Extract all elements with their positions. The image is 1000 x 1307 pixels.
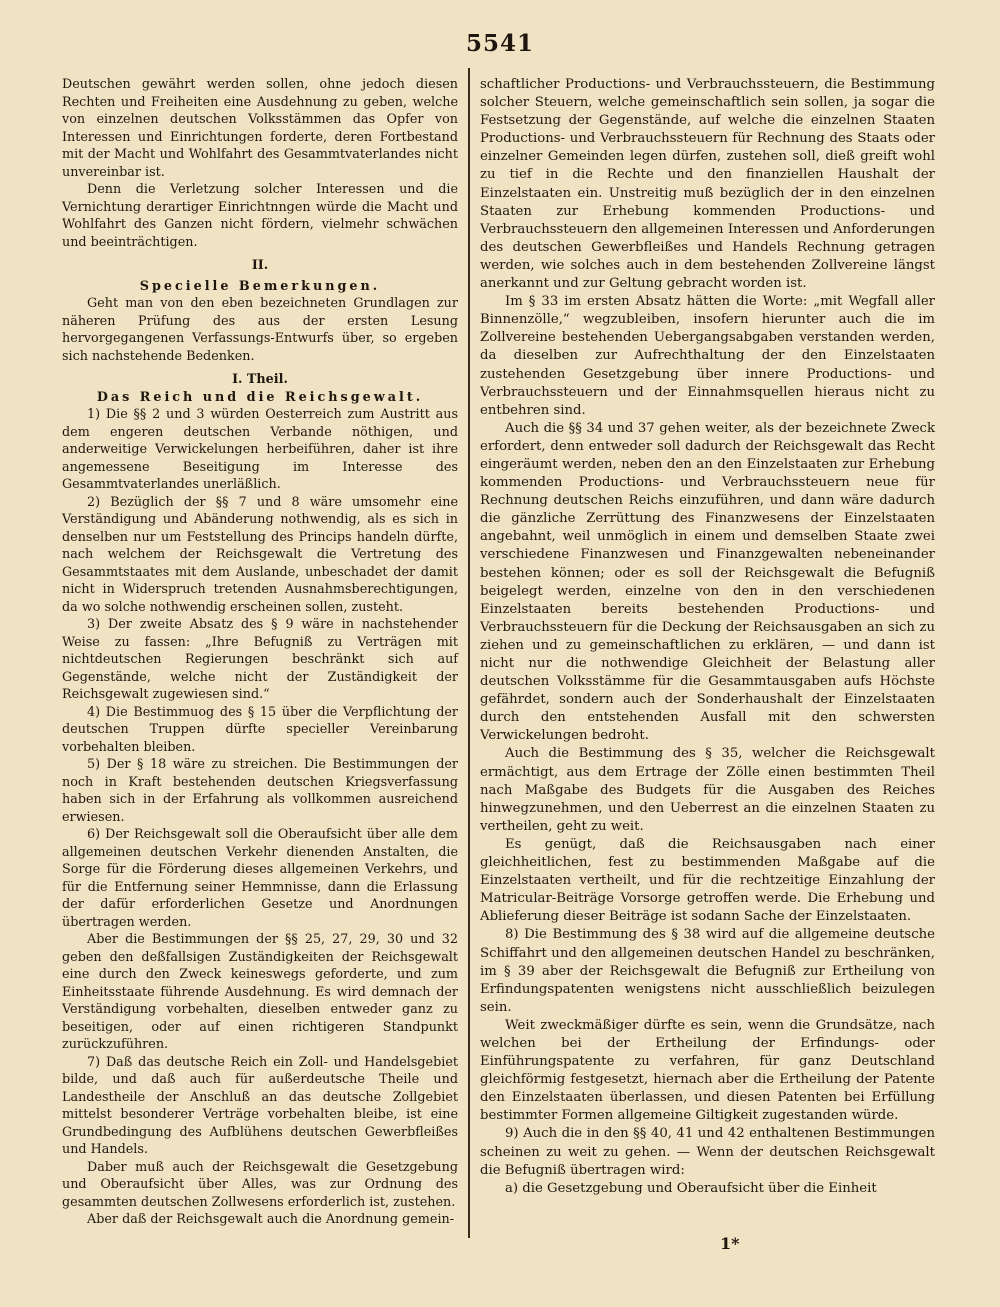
left-column xyxy=(62,76,458,1229)
right-column xyxy=(480,76,935,1198)
section-heading: Specielle Bemerkungen. xyxy=(139,278,381,294)
paragraph: Aber daß der Reichsgewalt auch die Anordnung gemein- xyxy=(87,1212,455,1227)
column-divider xyxy=(468,68,470,1238)
paragraph: 9) Auch die in den §§ 40, 41 und 42 enthaltenen Bestimmungen scheinen zu weit zu gehen. — Wenn der deutschen Reichsgewalt die Befugniß übertragen wird: xyxy=(480,1126,935,1178)
paragraph: schaftlicher Productions- und Verbrauchssteuern, die Bestimmung solcher Steuern, welche gemeinschaftlich sein sollen, ja sogar die Festsetzung der Gegenstände, auf welche die einzelnen Staaten Productions- und Verbrauchssteuern für Rechnung des Staats oder einzelner Gemeinden legen dürfen, zustehen soll, dieß greift wohl zu tief in die Rechte und den finanziellen Haushalt der Einzelstaaten ein. Unstreitig muß bezüglich der in den einzelnen Staaten zur Erhebung kommenden Productions- und Verbrauchssteuern den allgemeinen Interessen und Anforderungen des deutschen Gewerbfleißes und Handels Rechnung getragen werden, wie solches auch in dem bestehenden Zollvereine längst anerkannt und zur Geltung gebracht worden ist. xyxy=(480,77,935,292)
paragraph: a) die Gesetzgebung und Oberaufsicht über die Einheit xyxy=(505,1180,877,1196)
paragraph: Deutschen gewährt werden sollen, ohne jedoch diesen Rechten und Freiheiten eine Ausdehnung zu geben, welche von einzelnen deutschen Volksstämmen das Opfer von Interessen und Einrichtungen forderte, deren Fortbestand mit der Macht und Wohlfahrt des Gesammtvaterlandes nicht unvereinbar ist. xyxy=(62,77,458,180)
paragraph: Weit zweckmäßiger dürfte es sein, wenn die Grundsätze, nach welchen bei der Ertheilung der Erfindungs- oder Einführungspatente zu verfahren, für ganz Deutschland gleichförmig festgesetzt, hiernach aber die Ertheilung der Patente den Einzelstaaten überlassen, und diesen Patenten bei Erfüllung bestimmter Formen allgemeine Giltigkeit zugestanden würde. xyxy=(480,1017,935,1124)
paragraph: Es genügt, daß die Reichsausgaben nach einer gleichheitlichen, fest zu bestimmenden Maßgabe auf die Einzelstaaten vertheilt, und für die rechtzeitige Einzahlung der Matricular-Beiträge Vorsorge getroffen werde. Die Erhebung und Ablieferung dieser Beiträge ist sodann Sache der Einzelstaaten. xyxy=(480,836,935,925)
paragraph: 8) Die Bestimmung des § 38 wird auf die allgemeine deutsche Schiffahrt und den allgemeinen deutschen Handel zu beschränken, im § 39 aber der Reichsgewalt die Befugniß zur Ertheilung von Erfindungspatenten wenigstens nicht ausschließlich beizulegen sein. xyxy=(480,927,935,1015)
signature-mark: 1* xyxy=(720,1234,740,1253)
paragraph: Im § 33 im ersten Absatz hätten die Worte: „mit Wegfall aller Binnenzölle,“ wegzubleiben, insofern hierunter auch die im Zollvereine bestehenden Uebergangsabgaben verstanden werden, da dieselben zur Aufrechthaltung der den Einzelstaaten zustehenden Gesetzgebung über innere Productions- und Verbrauchssteuern und der Einnahmsquellen hieraus nicht zu entbehren sind. xyxy=(480,294,935,418)
paragraph: 4) Die Bestimmuog des § 15 über die Verpflichtung der deutschen Truppen dürfte specieller Vereinbarung vorbehalten bleiben. xyxy=(62,704,458,755)
paragraph: 2) Bezüglich der §§ 7 und 8 wäre umsomehr eine Verständigung und Abänderung nothwendig, als es sich in denselben nur um Feststellung des Princips handeln dürfte, nach welchem der Reichsgewalt die Vertretung des Gesammtstaates mit dem Auslande, unbeschadet der damit nicht in Widerspruch tretenden Ausnahmsberechtigungen, da wo solche nothwendig erscheinen sollen, zusteht. xyxy=(62,494,458,615)
paragraph: Aber die Bestimmungen der §§ 25, 27, 29, 30 und 32 geben den deßfallsigen Zuständigkeiten der Reichsgewalt eine durch den Zweck keineswegs geforderte, und zum Einheitsstaate führende Ausdehnung. Es wird demnach der Verständigung vorbehalten, dieselben entweder ganz zu beseitigen, oder auf einen richtigeren Standpunkt zurückzuführen. xyxy=(62,932,458,1052)
paragraph: Daber muß auch der Reichsgewalt die Gesetzgebung und Oberaufsicht über Alles, was zur Ordnung des gesammten deutschen Zollwesens erforderlich ist, zustehen. xyxy=(62,1159,458,1210)
paragraph: Denn die Verletzung solcher Interessen und die Vernichtung derartiger Einrichtnngen würde die Macht und Wohlfahrt des Ganzen nicht fördern, vielmehr schwächen und beeinträchtigen. xyxy=(62,182,458,250)
section-heading: Das Reich und die Reichsgewalt. xyxy=(96,389,424,405)
section-number: II. xyxy=(251,258,269,273)
paragraph: Geht man von den eben bezeichneten Grundlagen zur näheren Prüfung des aus der ersten Lesung hervorgegangenen Verfassungs-Entwurfs über, so ergeben sich nachstehende Bedenken. xyxy=(62,296,458,364)
paragraph: Auch die §§ 34 und 37 gehen weiter, als der bezeichnete Zweck erfordert, denn entweder soll dadurch der Reichsgewalt das Recht eingeräumt werden, neben den an den Einzelstaaten zur Erhebung kommenden Productions- und Verbrauchssteuern neue für Rechnung deutschen Reichs einzuführen, und dann wäre dadurch die gänzliche Zerrüttung des Finanzwesens der Einzelstaaten angebahnt, weil unmöglich in einem und demselben Staate zwei verschiedene Finanzwesen und Finanzgewalten nebeneinander bestehen können; oder es soll der Reichsgewalt die Befugniß beigelegt werden, einzelne von den in den verschiedenen Einzelstaaten bereits bestehenden Productions- und Verbrauchssteuern für die Deckung der Reichsausgaben an sich zu ziehen und zu gemeinschaftlichen zu erklären, — und dann ist nicht nur die nothwendige Gleichheit der Belastung aller deutschen Volksstämme für die Gesammtausgaben aufs Höchste gefährdet, sondern auch der Sonderhaushalt der Einzelstaaten durch den entstehenden Ausfall mit den schwersten Verwickelungen bedroht. xyxy=(480,420,935,744)
part-heading: I. Theil. xyxy=(232,372,288,387)
paragraph: 3) Der zweite Absatz des § 9 wäre in nachstehender Weise zu fassen: „Ihre Befugniß zu Verträgen mit nichtdeutschen Regierungen beschränkt sich auf Gegenstände, welche nicht der Zuständigkeit der Reichsgewalt zugewiesen sind.“ xyxy=(62,617,458,702)
paragraph: 1) Die §§ 2 und 3 würden Oesterreich zum Austritt aus dem engeren deutschen Verbande nöthigen, und anderweitige Verwickelungen herbeiführen, daher ist ihre angemessene Beseitigung im Interesse des Gesammtvaterlandes unerläßlich. xyxy=(62,407,458,492)
paragraph: Auch die Bestimmung des § 35, welcher die Reichsgewalt ermächtigt, aus dem Ertrage der Zölle einen bestimmten Theil nach Maßgabe des Budgets für die Ausgaben des Reiches hinwegzunehmen, und den Ueberrest an die einzelnen Staaten zu vertheilen, geht zu weit. xyxy=(480,746,935,834)
page-number: 5541 xyxy=(465,30,534,57)
paragraph: 7) Daß das deutsche Reich ein Zoll- und Handelsgebiet bilde, und daß auch für außerdeutsche Theile und Landestheile der Anschluß an das deutsche Zollgebiet mittelst besonderer Verträge vorbehalten bleibe, ist eine Grundbedingung des Aufblühens deutschen Gewerbfleißes und Handels. xyxy=(62,1054,458,1157)
paragraph: 5) Der § 18 wäre zu streichen. Die Bestimmungen der noch in Kraft bestehenden deutschen Kriegsverfassung haben sich in der Erfahrung als vollkommen ausreichend erwiesen. xyxy=(62,757,458,825)
paragraph: 6) Der Reichsgewalt soll die Oberaufsicht über alle dem allgemeinen deutschen Verkehr dienenden Anstalten, die Sorge für die Förderung dieses allgemeinen Verkehrs, und für die Entfernung seiner Hemmnisse, dann die Erlassung der dafür erforderlichen Gesetze und Anordnungen übertragen werden. xyxy=(62,827,458,930)
